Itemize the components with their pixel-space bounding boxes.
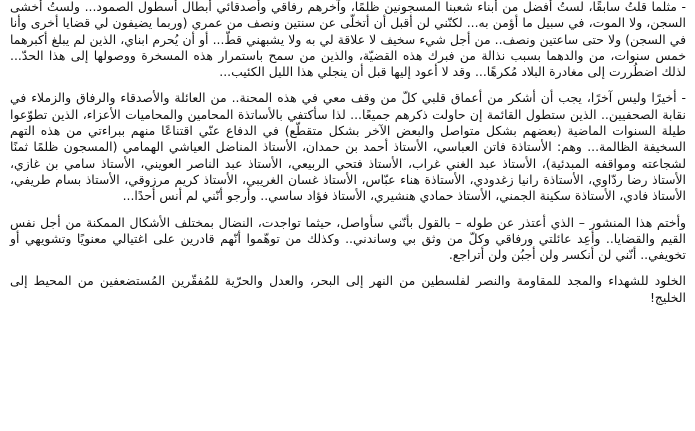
paragraph-slogan: الخلود للشهداء والمجد للمقاومة والنصر لفلسطين من النهر إلى البحر، والعدل والحرّية للمُفقّرين المُستضعفين من المحيط إلى الخليج! (10, 273, 686, 305)
paragraph-thanks: - أخيرًا وليس آخرًا، يجب أن أشكر من أعماق قلبي كلّ من وقف معي في هذه المحنة.. من العائلة والأصدقاء والرفاق والزملاء في نقابة الصحفيين.. الذين ستطول القائمة إن حاولت ذكرهم جميعًا... لذا سأكتفي بالأساتذة المحامين والمحاميات الأعزاء، الذين تطوّعوا طيلة السنوات الماضية (بعضهم بشكل متواصل والبعض الآخر بشكل متقطّع) في الدفاع عنّي اقتناعًا منهم ببراءتي من هذه التهم السخيفة الظالمة... وهم: الأستاذة فاتن العباسي، الأستاذ أحمد بن حمدان، الأستاذ المناضل العياشي الهمامي (المسجون ظلمًا ثمنًا لشجاعته ومواقفه المبدئية)، الأستاذ عبد الغني غراب، الأستاذ فتحي الربيعي، الأستاذ عبد الناصر العويني، الأستاذ سامي بن غازي، الأستاذ رضا ردّاوي، الأستاذة رانيا زغدودي، الأستاذة هناء عبّاس، الأستاذ غسان الغريبي، الأستاذ كريم مرزوقي، الأستاذ بسام طريفي، الأستاذ فادي، الأستاذة سكينة الجمني، الأستاذ حمادي هنشيري، الأستاذ فؤاد ساسي.. وأرجو أنّني لم أنس أحدًا... (10, 90, 686, 204)
paragraph-closing: وأختم هذا المنشور – الذي أعتذر عن طوله – بالقول بأنّني سأواصل، حيثما تواجدت، النضال بمختلف الأشكال الممكنة من أجل نفس القيم والقضايا.. وأعِد عائلتي ورفاقي وكلّ من وثق بي وساندني.. وكذلك من توهّموا أنّهم قادرين على اغتيالي معنويًا وتشويهي أو تخويفي.. أنّني لن أنكسر ولن أجبُن ولن أتراجع. (10, 214, 686, 263)
paragraph-statement: - مثلما قلتُ سابقًا، لستُ أفضل من أبناء شعبنا المسجونين ظلمًا، وآخرهم رفاقي وأصدقائي أبطال أسطول الصمود... ولستُ أخشى السجن، ولا الموت، في سبيل ما أؤمن به... لكنّني لن أقبل أن أتخلّى عن سنتين ونصف من عمري (وربما يضيفون لي قضايا أخرى وأنا في السجن) ولا حتى ساعتين ونصف.. من أجل شيء سخيف لا علاقة لي به ولا يشبهني قطّ... أو أن يُحرم ابناي، الذين لم يبلغ أكبرهما خمس سنوات، من والدهما بسبب نذالة من فبرك هذه القضيّة، والذين من سمح باستمرار هذه المسخرة ووصولها إلى هذا الحدّ... لذلك اضطُررت إلى مغادرة البلاد مُكرهًا... وقد لا أعود إليها قبل أن ينجلي هذا الليل الكئيب... (10, 0, 686, 80)
